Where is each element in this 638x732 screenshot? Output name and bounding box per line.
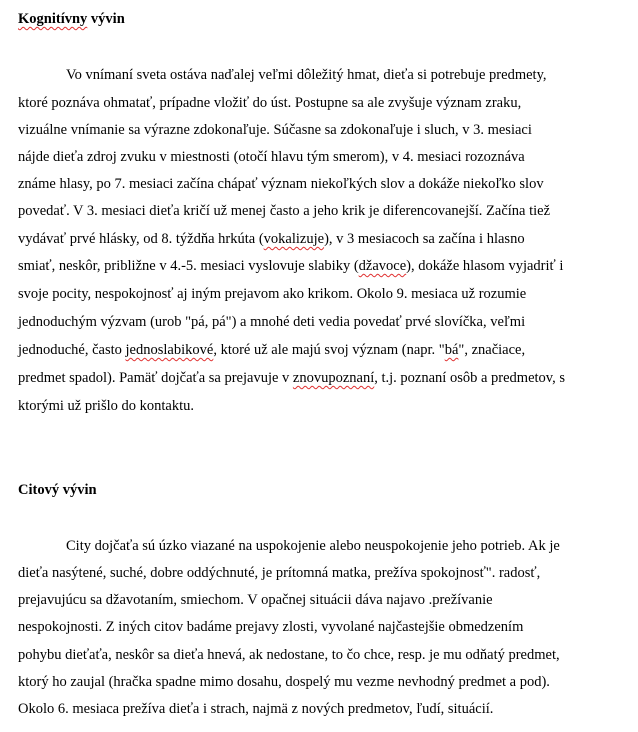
paragraph-line: ktoré poznáva ohmatať, prípadne vložiť do úst. Postupne sa ale zvyšuje význam zraku,	[18, 95, 522, 111]
paragraph-line: Okolo 6. mesiaca prežíva dieťa i strach, najmä z nových predmetov, ľudí, situácií.	[18, 701, 494, 717]
paragraph-line: Vo vnímaní sveta ostáva naďalej veľmi dôležitý hmat, dieťa si potrebuje predmety,	[66, 67, 547, 83]
spellcheck-word: jednoslabikové	[125, 342, 214, 358]
section-heading-kognitivny: Kognitívny vývin	[18, 11, 125, 27]
paragraph-line: známe hlasy, po 7. mesiaci začína chápať význam niekoľkých slov a dokáže niekoľko slov	[18, 176, 544, 192]
paragraph-line: nájde dieťa zdroj zvuku v miestnosti (otočí hlavu tým smerom), v 4. mesiaci rozoznáva	[18, 149, 525, 165]
paragraph-line: jednoduché, často jednoslabikové, ktoré už ale majú svoj význam (napr. "bá", značiace,	[18, 342, 526, 358]
paragraph-line: ktorý ho zaujal (hračka spadne mimo dosahu, dospelý mu vezme nevhodný predmet a pod).	[18, 674, 550, 690]
paragraph-line: vydávať prvé hlásky, od 8. týždňa hrkúta (vokalizuje), v 3 mesiacoch sa začína i hlasno	[18, 231, 525, 247]
spellcheck-word: Kognitívny	[18, 11, 88, 27]
paragraph-line: prejavujúcu sa džavotaním, smiechom. V opačnej situácii dáva najavo .prežívanie	[18, 592, 493, 608]
paragraph-line: predmet spadol). Pamäť dojčaťa sa prejavuje v znovupoznaní, t.j. poznaní osôb a predmetov, s	[18, 370, 565, 386]
section-heading-citovy: Citový vývin	[18, 482, 97, 498]
paragraph-line: svoje pocity, nespokojnosť aj iným prejavom ako krikom. Okolo 9. mesiaca už rozumie	[18, 286, 527, 302]
paragraph-line: City dojčaťa sú úzko viazané na uspokojenie alebo neuspokojenie jeho potrieb. Ak je	[66, 538, 560, 554]
spellcheck-word: znovupoznaní	[292, 370, 375, 386]
paragraph-line: smiať, neskôr, približne v 4.-5. mesiaci vyslovuje slabiky (džavoce), dokáže hlasom vyjadriť i	[18, 258, 564, 274]
paragraph-line: ktorými už prišlo do kontaktu.	[18, 398, 194, 414]
paragraph-line: jednoduchým výzvam (urob "pá, pá") a mnohé deti vedia povedať prvé slovíčka, veľmi	[18, 314, 526, 330]
spellcheck-word: bá	[444, 342, 459, 358]
paragraph-line: nespokojnosti. Z iných citov badáme prejavy zlosti, vyvolané najčastejšie obmedzením	[18, 619, 524, 635]
spellcheck-word: džavoce	[358, 258, 407, 274]
paragraph-line: vizuálne vnímanie sa výrazne zdokonaľuje. Súčasne sa zdokonaľuje i sluch, v 3. mesiaci	[18, 122, 532, 138]
spellcheck-word: vokalizuje	[263, 231, 325, 247]
paragraph-line: pohybu dieťaťa, neskôr sa dieťa hnevá, ak nedostane, to čo chce, resp. je mu odňatý predmet,	[18, 647, 560, 663]
paragraph-line: dieťa nasýtené, suché, dobre oddýchnuté, je prítomná matka, prežíva spokojnosť". radosť,	[18, 565, 541, 581]
paragraph-line: povedať. V 3. mesiaci dieťa kričí už menej často a jeho krik je diferencovanejší. Začína tiež	[18, 203, 551, 219]
